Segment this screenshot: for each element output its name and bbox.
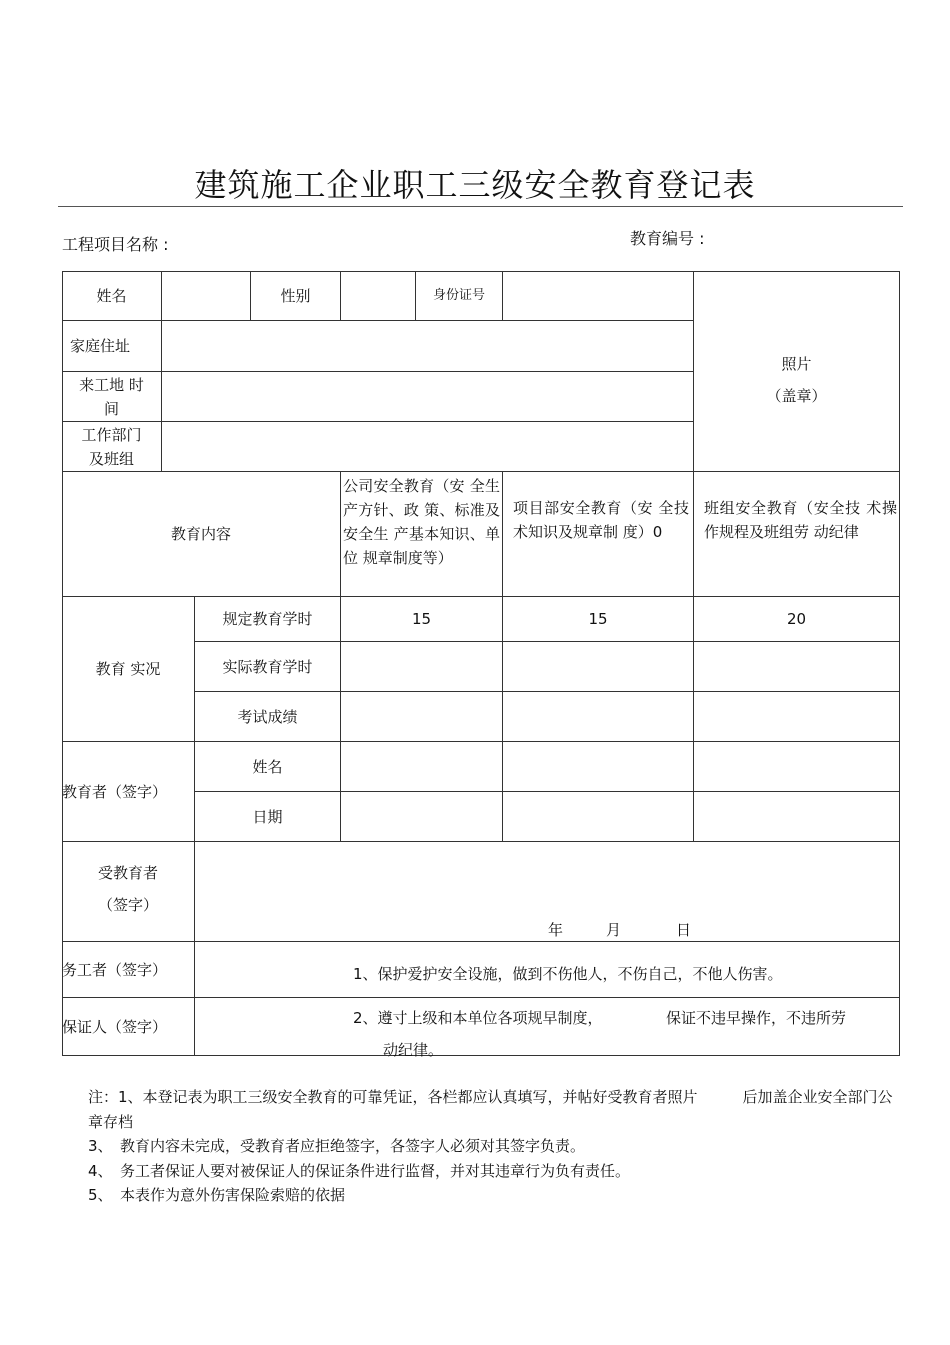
gender-field[interactable] bbox=[341, 271, 416, 321]
worker-sign-field[interactable] bbox=[195, 942, 900, 998]
note-5: 5、 本表作为意外伤害保险索赔的依据 bbox=[88, 1186, 346, 1204]
education-content-label: 教育内容 bbox=[62, 472, 341, 597]
educator-date-label: 日期 bbox=[195, 792, 341, 842]
project-education-cell: 项目部安全教育（安 全技术知识及规章制 度）0 bbox=[503, 472, 694, 597]
required-hours-label: 规定教育学时 bbox=[195, 597, 341, 642]
guarantor-sign-label: 保证人（签字） bbox=[62, 998, 195, 1056]
year-label: 年 bbox=[548, 921, 564, 939]
name-label: 姓名 bbox=[62, 271, 162, 321]
worker-sign-label: 务工者（签字） bbox=[62, 942, 195, 998]
educator-date-team[interactable] bbox=[694, 792, 900, 842]
arrival-time-field[interactable] bbox=[162, 372, 694, 422]
actual-hours-project[interactable] bbox=[503, 642, 694, 692]
clause-2-part-3: 动纪律。 bbox=[383, 1041, 444, 1059]
educatee-label: 受教育者 bbox=[97, 863, 158, 882]
educatee-sign-label: （签字） bbox=[97, 895, 158, 914]
day-label: 日 bbox=[676, 921, 692, 939]
educator-date-company[interactable] bbox=[341, 792, 503, 842]
name-field[interactable] bbox=[162, 271, 251, 321]
company-education-cell: 公司安全教育（安 全生产方针、政 策、标准及安全生 产基本知识、单位 规章制度等） bbox=[341, 472, 503, 597]
arrival-time-label: 来工地 时间 bbox=[62, 372, 162, 422]
team-education-cell: 班组安全教育（安全技 术操作规程及班组劳 动纪律 bbox=[694, 472, 900, 597]
required-hours-company: 15 bbox=[341, 597, 503, 642]
notes-section bbox=[88, 1085, 903, 1208]
note-3: 3、 教育内容未完成，受教育者应拒绝签字，各签字人必须对其签字负责。 bbox=[88, 1137, 586, 1155]
month-label: 月 bbox=[606, 921, 622, 939]
educator-name-company[interactable] bbox=[341, 742, 503, 792]
exam-score-team[interactable] bbox=[694, 692, 900, 742]
project-name-label: 工程项目名称 : bbox=[62, 235, 169, 254]
exam-score-project[interactable] bbox=[503, 692, 694, 742]
exam-score-company[interactable] bbox=[341, 692, 503, 742]
educator-date-project[interactable] bbox=[503, 792, 694, 842]
address-label: 家庭住址 bbox=[62, 321, 162, 372]
title-divider bbox=[58, 206, 903, 207]
educatee-sign-field[interactable] bbox=[195, 842, 900, 942]
required-hours-project: 15 bbox=[503, 597, 694, 642]
address-field[interactable] bbox=[162, 321, 694, 372]
clause-2-part-1: 2、遵寸上级和本单位各项规早制度， bbox=[353, 1009, 603, 1027]
clause-1: 1、保护爱护安全设施，做到不伤他人，不伤自己，不他人伤害。 bbox=[353, 965, 783, 983]
page-title: 建筑施工企业职工三级安全教育登记表 bbox=[194, 166, 756, 204]
gender-label: 性别 bbox=[251, 271, 341, 321]
actual-hours-company[interactable] bbox=[341, 642, 503, 692]
educatee-label-cell bbox=[62, 842, 195, 942]
actual-hours-team[interactable] bbox=[694, 642, 900, 692]
clause-2-part-2: 保证不违早操作，不违所劳 bbox=[666, 1009, 847, 1027]
photo-stamp-label: （盖章） bbox=[766, 387, 827, 405]
guarantor-sign-field[interactable] bbox=[195, 998, 900, 1059]
educator-name-team[interactable] bbox=[694, 742, 900, 792]
education-number-label: 教育编号 : bbox=[630, 229, 705, 248]
photo-area[interactable] bbox=[694, 271, 900, 472]
note-4: 4、 务工者保证人要对被保证人的保证条件进行监督，并对其违章行为负有责任。 bbox=[88, 1161, 631, 1180]
id-number-field[interactable] bbox=[503, 271, 694, 321]
educator-name-label: 姓名 bbox=[195, 742, 341, 792]
exam-score-label: 考试成绩 bbox=[195, 692, 341, 742]
educator-sign-label: 教育者（签字） bbox=[62, 742, 195, 842]
education-status-label: 教育 实况 bbox=[62, 597, 195, 742]
actual-hours-label: 实际教育学时 bbox=[195, 642, 341, 692]
department-field[interactable] bbox=[162, 422, 694, 472]
id-number-label: 身份证号 bbox=[416, 271, 503, 321]
required-hours-team: 20 bbox=[694, 597, 900, 642]
educator-name-project[interactable] bbox=[503, 742, 694, 792]
note-1: 注：1、本登记表为职工三级安全教育的可靠凭证，各栏都应认真填写，并帖好受教育者照片 后加盖企业安全部门公章存档 bbox=[88, 1088, 893, 1131]
department-label: 工作部门及班组 bbox=[62, 422, 162, 472]
photo-label: 照片 bbox=[781, 355, 812, 373]
